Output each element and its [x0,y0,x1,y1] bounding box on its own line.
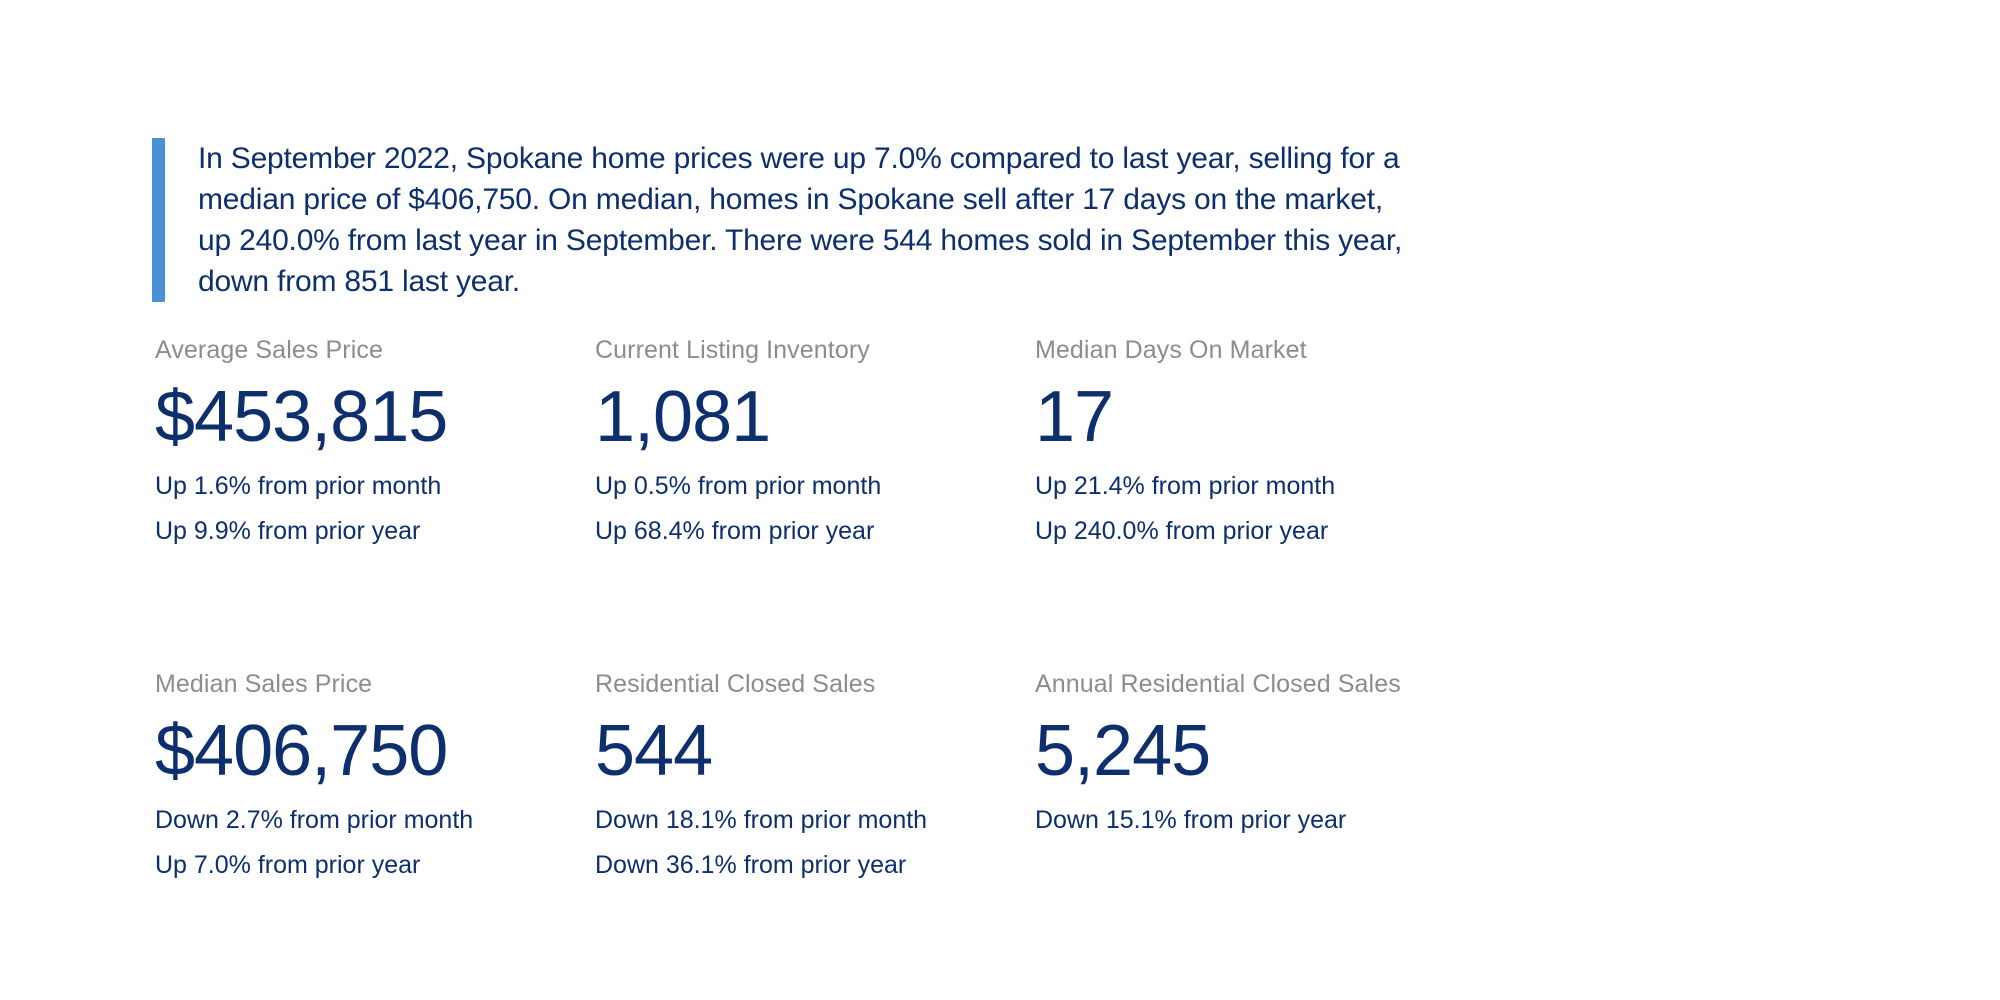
stat-label: Median Days On Market [1035,336,1307,364]
stat-label: Annual Residential Closed Sales [1035,670,1401,698]
stat-change-year: Up 68.4% from prior year [595,517,875,545]
stat-change-year: Up 9.9% from prior year [155,517,421,545]
stat-card-current-listing-inventory [595,335,1035,565]
stat-change-month: Up 0.5% from prior month [595,472,882,500]
stat-card-median-sales-price [155,669,595,899]
stat-value: 1,081 [595,377,771,457]
stat-change-month: Down 2.7% from prior month [155,806,474,834]
stat-change-month: Up 21.4% from prior month [1035,472,1336,500]
stat-change-year: Up 240.0% from prior year [1035,517,1329,545]
stat-change-month: Up 1.6% from prior month [155,472,442,500]
stat-value: $406,750 [155,711,448,791]
stat-value: 544 [595,711,713,791]
stats-grid [155,335,1455,899]
stat-value: $453,815 [155,377,448,457]
stat-card-average-sales-price [155,335,595,565]
stat-change-year: Down 36.1% from prior year [595,851,907,879]
stats-row [155,669,1455,899]
stat-value: 5,245 [1035,711,1211,791]
market-summary-text: In September 2022, Spokane home prices were up 7.0% compared to last year, selling for a median price of $406,750. On median, homes in Spokane sell after 17 days on the market, up 240.0% from last year in September. There were 544 homes sold in September this year, down from 851 last year. [198,142,1403,298]
stat-label: Current Listing Inventory [595,336,870,364]
stat-card-annual-residential-closed-sales [1035,669,1475,899]
stat-change-month: Down 18.1% from prior month [595,806,928,834]
stat-value: 17 [1035,377,1114,457]
stats-row [155,335,1455,565]
stat-change-year: Down 15.1% from prior year [1035,806,1347,834]
stat-card-median-days-on-market [1035,335,1475,565]
accent-bar [152,138,165,302]
stat-label: Residential Closed Sales [595,670,876,698]
market-summary-callout [152,138,1422,302]
stat-label: Median Sales Price [155,670,373,698]
stat-change-year: Up 7.0% from prior year [155,851,421,879]
stat-card-residential-closed-sales [595,669,1035,899]
stat-label: Average Sales Price [155,336,383,364]
